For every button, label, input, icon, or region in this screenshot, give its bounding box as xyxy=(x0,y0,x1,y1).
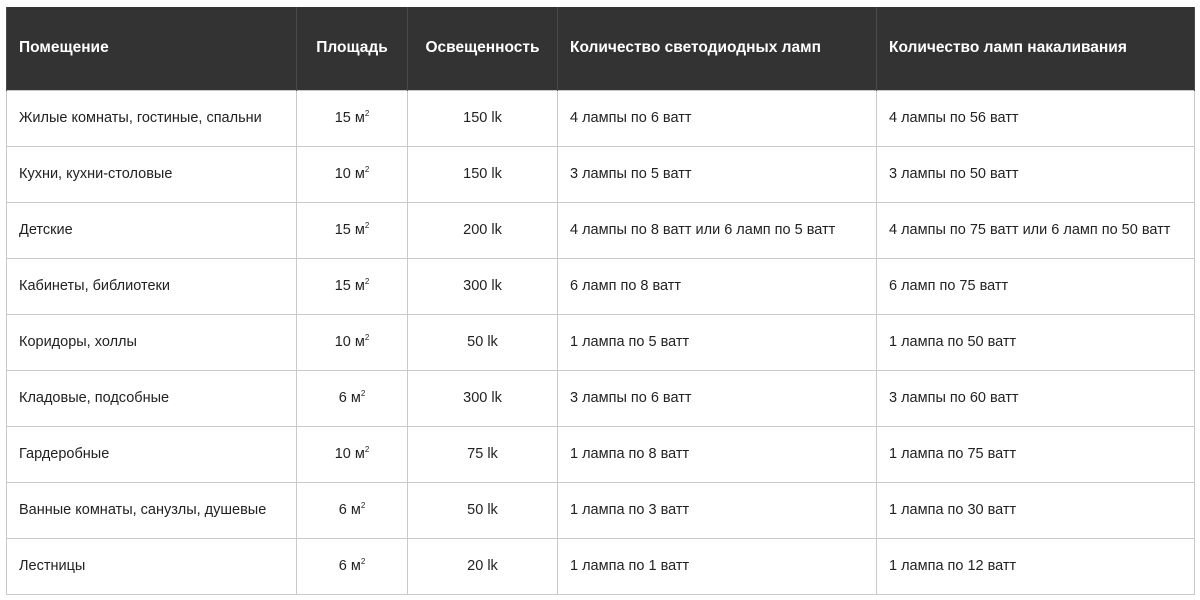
cell-incandescent: 3 лампы по 60 ватт xyxy=(877,370,1195,426)
area-value: 10 xyxy=(334,166,351,182)
area-unit: м xyxy=(354,278,365,294)
area-value: 10 xyxy=(334,334,351,350)
cell-incandescent: 4 лампы по 75 ватт или 6 ламп по 50 ватт xyxy=(877,202,1195,258)
cell-room: Кухни, кухни-столовые xyxy=(7,146,297,202)
header-incandescent-lamps: Количество ламп накаливания xyxy=(877,7,1195,90)
area-unit: м xyxy=(354,334,365,350)
area-unit: м xyxy=(354,222,365,238)
area-unit: м xyxy=(350,390,361,406)
table-row xyxy=(7,426,1195,482)
cell-room: Гардеробные xyxy=(7,426,297,482)
area-unit-power: 2 xyxy=(364,109,370,118)
area-unit-power: 2 xyxy=(364,277,370,286)
cell-led: 1 лампа по 1 ватт xyxy=(558,538,877,594)
cell-room: Детские xyxy=(7,202,297,258)
table-row xyxy=(7,90,1195,146)
cell-illuminance: 20 lk xyxy=(408,538,558,594)
area-value: 10 xyxy=(334,446,351,462)
cell-incandescent: 1 лампа по 75 ватт xyxy=(877,426,1195,482)
cell-illuminance: 300 lk xyxy=(408,258,558,314)
header-area: Площадь xyxy=(297,7,408,90)
cell-illuminance: 75 lk xyxy=(408,426,558,482)
cell-illuminance: 150 lk xyxy=(408,90,558,146)
cell-area xyxy=(297,538,408,594)
cell-led: 6 ламп по 8 ватт xyxy=(558,258,877,314)
table-header-row xyxy=(7,7,1195,90)
table-row xyxy=(7,314,1195,370)
area-unit-power: 2 xyxy=(364,165,370,174)
table-row xyxy=(7,202,1195,258)
cell-area xyxy=(297,258,408,314)
cell-room: Коридоры, холлы xyxy=(7,314,297,370)
cell-illuminance: 50 lk xyxy=(408,314,558,370)
cell-incandescent: 1 лампа по 12 ватт xyxy=(877,538,1195,594)
area-value: 6 xyxy=(338,502,347,518)
cell-area xyxy=(297,314,408,370)
cell-led: 1 лампа по 8 ватт xyxy=(558,426,877,482)
area-value: 6 xyxy=(338,390,347,406)
cell-incandescent: 3 лампы по 50 ватт xyxy=(877,146,1195,202)
cell-led: 1 лампа по 3 ватт xyxy=(558,482,877,538)
cell-illuminance: 50 lk xyxy=(408,482,558,538)
cell-incandescent: 6 ламп по 75 ватт xyxy=(877,258,1195,314)
area-value: 15 xyxy=(334,278,351,294)
area-value: 6 xyxy=(338,558,347,574)
area-unit-power: 2 xyxy=(364,333,370,342)
cell-led: 4 лампы по 6 ватт xyxy=(558,90,877,146)
header-illuminance: Освещенность xyxy=(408,7,558,90)
cell-incandescent: 4 лампы по 56 ватт xyxy=(877,90,1195,146)
cell-area xyxy=(297,370,408,426)
cell-area xyxy=(297,90,408,146)
header-room: Помещение xyxy=(7,7,297,90)
area-unit-power: 2 xyxy=(360,501,366,510)
table-row xyxy=(7,482,1195,538)
cell-led: 3 лампы по 5 ватт xyxy=(558,146,877,202)
lighting-table-container xyxy=(6,7,1194,594)
table-row xyxy=(7,370,1195,426)
area-unit-power: 2 xyxy=(364,445,370,454)
table-row xyxy=(7,538,1195,594)
table-row xyxy=(7,146,1195,202)
table-row xyxy=(7,258,1195,314)
cell-illuminance: 200 lk xyxy=(408,202,558,258)
lighting-norms-table xyxy=(6,7,1195,595)
area-unit: м xyxy=(350,502,361,518)
cell-led: 4 лампы по 8 ватт или 6 ламп по 5 ватт xyxy=(558,202,877,258)
cell-incandescent: 1 лампа по 50 ватт xyxy=(877,314,1195,370)
area-unit: м xyxy=(350,558,361,574)
cell-room: Жилые комнаты, гостиные, спальни xyxy=(7,90,297,146)
cell-room: Кабинеты, библиотеки xyxy=(7,258,297,314)
cell-area xyxy=(297,426,408,482)
cell-area xyxy=(297,482,408,538)
area-unit: м xyxy=(354,166,365,182)
area-value: 15 xyxy=(334,110,351,126)
area-unit-power: 2 xyxy=(364,221,370,230)
cell-incandescent: 1 лампа по 30 ватт xyxy=(877,482,1195,538)
cell-illuminance: 300 lk xyxy=(408,370,558,426)
cell-illuminance: 150 lk xyxy=(408,146,558,202)
area-unit-power: 2 xyxy=(360,557,366,566)
area-unit: м xyxy=(354,446,365,462)
header-led-lamps: Количество светодиодных ламп xyxy=(558,7,877,90)
area-value: 15 xyxy=(334,222,351,238)
cell-room: Ванные комнаты, санузлы, душевые xyxy=(7,482,297,538)
area-unit-power: 2 xyxy=(360,389,366,398)
cell-room: Лестницы xyxy=(7,538,297,594)
cell-room: Кладовые, подсобные xyxy=(7,370,297,426)
cell-led: 1 лампа по 5 ватт xyxy=(558,314,877,370)
cell-led: 3 лампы по 6 ватт xyxy=(558,370,877,426)
cell-area xyxy=(297,146,408,202)
area-unit: м xyxy=(354,110,365,126)
cell-area xyxy=(297,202,408,258)
